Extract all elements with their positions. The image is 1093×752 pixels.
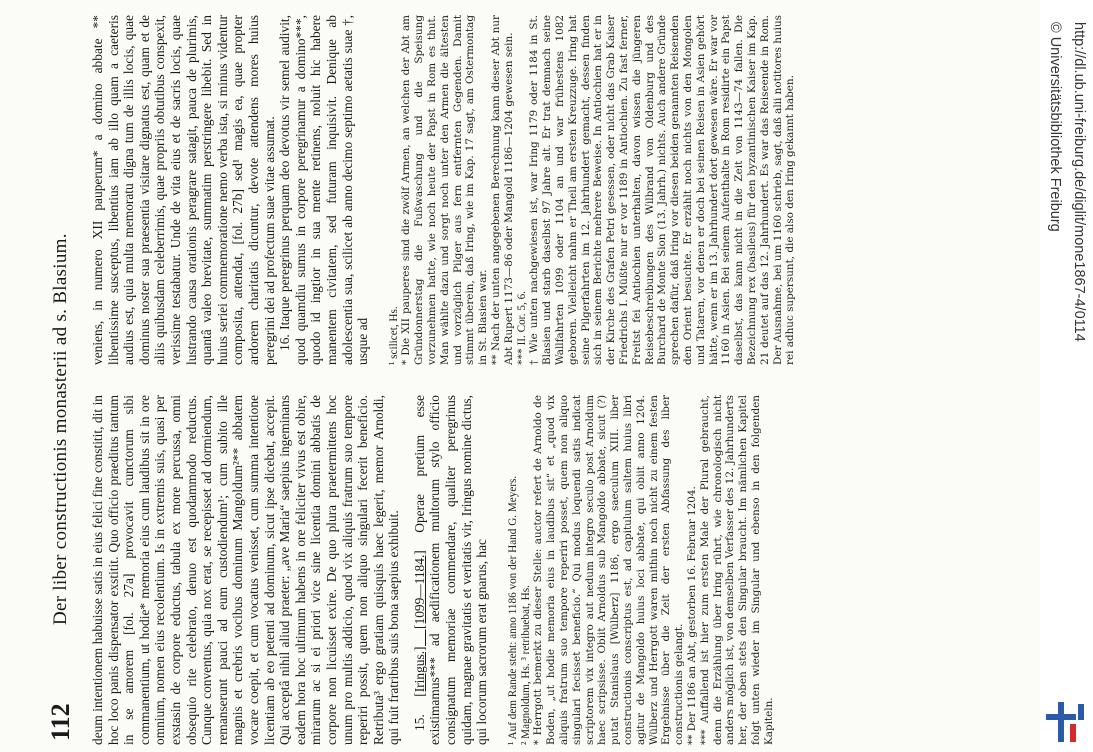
- page-header: [40, 5, 76, 745]
- footnote: ** Der 1186 an Abt, gestorben 16. Februar 1204.: [686, 486, 698, 745]
- citation-block: [1040, 0, 1093, 752]
- footnote: ¹ scilicet, Hs.: [387, 306, 400, 365]
- left-column: [90, 395, 776, 745]
- footnote: * Die XII pauperes sind die zwölf Armen, an welchen der Abt am Gründonnerstag die Fußwaschung und die Speisung vorzunehmen hatte, wie noch heute der Papst in Rom es thut. Man wählte dazu und sorgt noch unter den Armen die ältesten und vorzüglich Pilger aus fern entfernten Gegenden. Damit stimmt überein, daß Iring, wie im Kap. 17 sagt, am Ostermontag in St. Blasien war.: [400, 15, 490, 365]
- section-heading: [Iringus.] [1099—1184.]: [411, 550, 427, 697]
- section-16: [277, 15, 371, 365]
- ub-freiburg-logo-icon: [1044, 700, 1088, 744]
- rotated-page-content: [40, 5, 1040, 745]
- logo-bar-blue-side: [1078, 704, 1084, 720]
- logo-bar-blue-vertical: [1058, 702, 1064, 742]
- footnote: *** II. Cor. 5, 6.: [515, 291, 528, 365]
- footnote: † Wie unten nachgewiesen ist, war Iring 1179 oder 1184 in St. Blasien und starb daselbst 97 Jahre alt. Er trat demnach seine Wallfahrten 1099 oder 1104 an und war frühestens 1082 geboren. Vielleicht nahm er Theil am ersten Kreuzzuge. Iring hat seine Pilgerfahrten im 12. Jahrhundert gemacht, dessen finden sich in seinem Berichte mehrere Beweise. In Antiochien hat er in der Kirche des Grafen Petri gesessen, oder nicht das Grab Kaiser Friedrichs I. Müßte nur er vor 1189 in Antiochien. Zu fast ferner, Freitst fei Antiochien unterhalten, davon wissen die jüngeren Reisebeschreibungen des Wilbrand von Oldenburg und des Burchard de Monte Sion (13. Jahrh.) nichts. Auch andere Gründe sprechen dafür, daß Iring vor diesen beiden genannten Reisenden den Orient besuchte. Er erzählt noch nichts von den Mongolen und Tataren, vor denen er doch bei seinen Reisen in Asien gehört hätte, wenn er im 13. Jahrhundert dort gewesen wäre. Er war vor 1160 in Asien. Bei seinem Aufenthalte in Rom residirte ein Papst daselbst, das kann nicht in die Zeit von 1143—74 fallen. Die Bezeichnung rex (basileus) für den byzantinischen Kaiser im Kap. 21 deutet auf das 12. Jahrhundert. Es war das Reiseende in Rom. Der Ausnahme, bei um 1160 schrieb, sagt, daß alii notitores huius rei adhuc supersunt, die also den Iring gekannt haben.: [528, 15, 797, 365]
- footnote: ¹ Auf dem Rande steht: anno 1186 von der Hand G. Meyers.: [506, 475, 519, 745]
- footnote: ** Nach der unten angegebenen Berechnung kann dieser Abt nur Abt Rupert 1173—86 oder Mangold 1186—1204 gewesen sein.: [490, 15, 515, 365]
- right-column: [90, 15, 797, 365]
- running-title: Der liber constructionis monasterii ad s. Blasium.: [50, 233, 71, 625]
- copyright-notice: © Universitätsbibliothek Freiburg: [1047, 22, 1063, 232]
- footnote: *** Auffallend ist hier zum ersten Male der Plural gebraucht, denn die Erzählung über Iring rührt, wie chronologisch nicht anders möglich ist, von demselben Verfasser des 12. Jahrhunderts her, der oben stets den Singular braucht. Im nämlichen Kapitel folgt unten wieder im Singular und ebenso in den folgenden Kapiteln.: [698, 395, 775, 745]
- section-number: 15.: [411, 714, 427, 731]
- permalink-url[interactable]: http://dl.ub.uni-freiburg.de/diglit/mone1867-4/0114: [1071, 22, 1087, 342]
- body-paragraph: deum intentionem habuisse satis in eius felici fine constitit, dit in hoc loco panis dispensator exstitit. Quo officio praeditus tantum in se amorem [fol. 27a] provocavit cunctorum sibi commanentium, ut hodie* memoria eius cum laudibus sit in ore omnium, nomen eius recolentium. Is in extremis suis, quasi per exstasin de corpore eductus, tabula ex more percussa, omni obsequio rite celebrato, denuo est quodammodo reductus. Cunque conventus, quia nox erat, se recepisset ad dormiendum, remanserunt pauci ad eum custodiendum¹; cum subito ille magnis et crebris vocibus dominum Mangoldum²** abbatem vocare coepit, et cum vocatus venisset, cum summa intentione licentiam ab eo petenti ad dominum, sicut ipse dicebat, accepit. Qui acceptâ nihil aliud praeter: „ave Maria“ saepius ingeminans eadem hora hoc ultimum habens in ore feliciter vivus est obire, mirarum ac si ei priori vice sine licentia domini abbatis de corpore non licuisset exire. De quo plura praetermittens hoc unum pro multis addicio, quod vix aliquis fratrum suo tempore reperiri possit, quem non aliquo singulari fecerit beneficio. Retributa³ ergo gratiam quisquis haec legerit, memor Arnoldi, qui fuit fratribus suis bona saepius exhibuit.: [90, 395, 402, 745]
- section-text: Itaque peregrinus perquam deo devotus vir semel audivit, quod quamdiu sumus in corpore peregrinamur a domino***, quodo id ingtior in sua mente retinens, noluit hic habere manentem civitatem, sed futuram inquisivit. Denique ab adolescentia sua, scilicet ab anno decimo septimo aetatis suae †, usque ad: [277, 15, 371, 365]
- section-text: Operae pretium esse existimamus*** ad aedificationem multorum stylo officio consignatum memoriae commendare, qualiter peregrinus quidam, magnae gravitatis et veritatis vir, Iringus nomine dictus, qui locorum sacrorum erat gnarus, hac: [411, 395, 490, 745]
- footnote: * Herrgott bemerkt zu dieser Stelle: auctor refert de Arnoldo de Boden, „ut hodie memoria eius in laudibus sit“ et „quod vix aliquis fratrum suo tempore reperiri posset, quem non aliquo singulari fecisset beneficio.“ Qui modus loquendi satis indicat scriptorem vix integro aut nedum integro seculo post Arnoldum haec scripsisse. Obiit Arnoldus sub Mangoldo abbate, sicut (?) putat Stanislaus [Wülberz] 1186, ergo saeculum XIII. liber constructionis conscriptus est, ad capitulum saltem huius libri agitur de Mangoldo huius loci abbate, qui obiit anno 1204. Wülberz und Herrgott waren mithin noch nicht zu einem festen Ergebnisse über die Zeit der ersten Abfassung des liber constructionis gelangt.: [532, 395, 686, 745]
- section-number: 16.: [277, 334, 293, 351]
- page-number: 112: [46, 703, 75, 741]
- body-paragraph: veniens, in numero XII pauperum* a domino abbate ** libentissime susceptus, libentius iam ab illo quam a caeteris audius est, quia multa memoratu digna tum de illis locis, quae dominus noster sua praesentia visitare dignatus est, quam et de aliis quibusdam celeberrimis, quae propriis obtutibus conspexit, verissime testabatur. Unde de vita eius et de sacris locis, quae lustrando causa orationis peragrare satagit, pauca de plurimis, quantâ valeo brevitate, summatim perstringere libebit. Sed in huius seriei commemoratione nemo verba ista, si minus videntur composita, attendat, [fol. 27b] sed¹ magis ea, quae propter ardorem charitatis dicuntur, devote attendens mores huius peregrini dei ad profectum suae vitae assumat.: [90, 15, 277, 365]
- logo-bar-red: [1070, 724, 1076, 742]
- footnote: ² Magnoldum, Hs. ³ retribuebat, Hs.: [519, 585, 532, 745]
- section-15: [412, 395, 490, 745]
